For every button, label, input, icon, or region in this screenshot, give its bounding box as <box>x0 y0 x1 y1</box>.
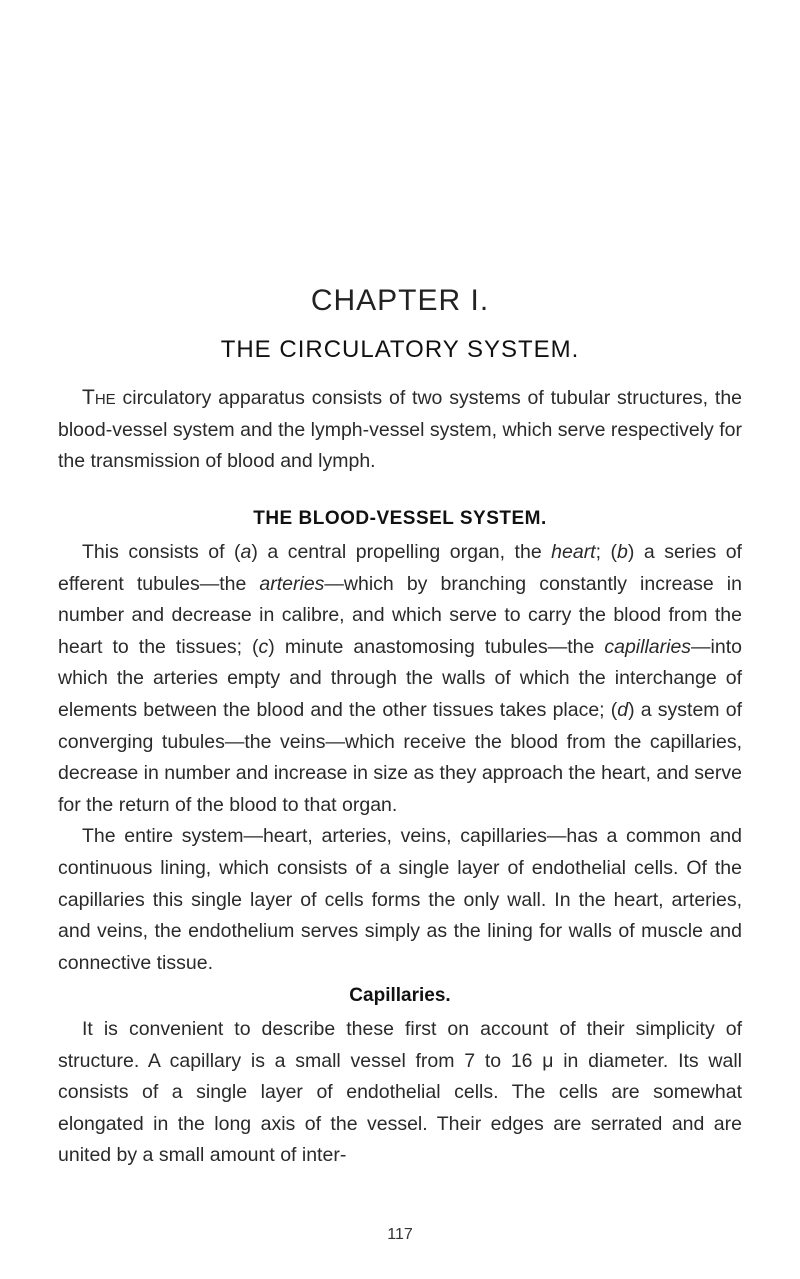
page-number: 117 <box>387 1226 413 1243</box>
capillaries-heading: Capillaries. <box>349 985 451 1006</box>
blood-vessel-paragraph-1: This consists of (a) a central propelling organ, the heart; (b) a series of efferent tubules—the arteries—which by branching constantly increase in number and decrease in calibre, and which serve to carry the blood from the heart to the tissues; (c) minute anastomosing tubules—the capillaries—into which the arteries empty and through the walls of which the interchange of elements between the blood and the other tissues takes place; (d) a system of converging tubules—the veins—which receive the blood from the capillaries, decrease in number and increase in size as they approach the heart, and serve for the return of the blood to that organ. <box>58 541 742 816</box>
term-heart: heart <box>551 541 596 563</box>
intro-text: circulatory apparatus consists of two systems of tubular structures, the blood-vessel system and the lymph-vessel system, which serve respectively for the transmission of blood and lymph. <box>58 387 743 473</box>
intro-first-word: The <box>82 386 116 409</box>
blood-vessel-body <box>58 537 742 979</box>
term-arteries: arteries <box>259 572 325 595</box>
chapter-title: THE CIRCULATORY SYSTEM. <box>220 336 580 363</box>
capillaries-body <box>58 1014 742 1172</box>
blood-vessel-heading: THE BLOOD-VESSEL SYSTEM. <box>253 508 547 529</box>
term-capillaries: capillaries <box>604 635 692 658</box>
intro-paragraph <box>58 382 742 478</box>
blood-vessel-paragraph-2: The entire system—heart, arteries, veins, capillaries—has a common and continuous lining, which consists of a single layer of endothelial cells. Of the capillaries this single layer of cells forms the only wall. In the heart, arteries, and veins, the endothelium serves simply as the lining for walls of muscle and connective tissue. <box>58 825 742 974</box>
chapter-number: CHAPTER I. <box>310 284 490 317</box>
capillaries-paragraph-1: It is convenient to describe these first on account of their simplicity of structure. A capillary is a small vessel from 7 to 16 μ in diameter. Its wall consists of a single layer of endothelial cells. The cells are somewhat elongated in the long axis of the vessel. Their edges are serrated and are united by a small amount of inter- <box>58 1018 742 1167</box>
